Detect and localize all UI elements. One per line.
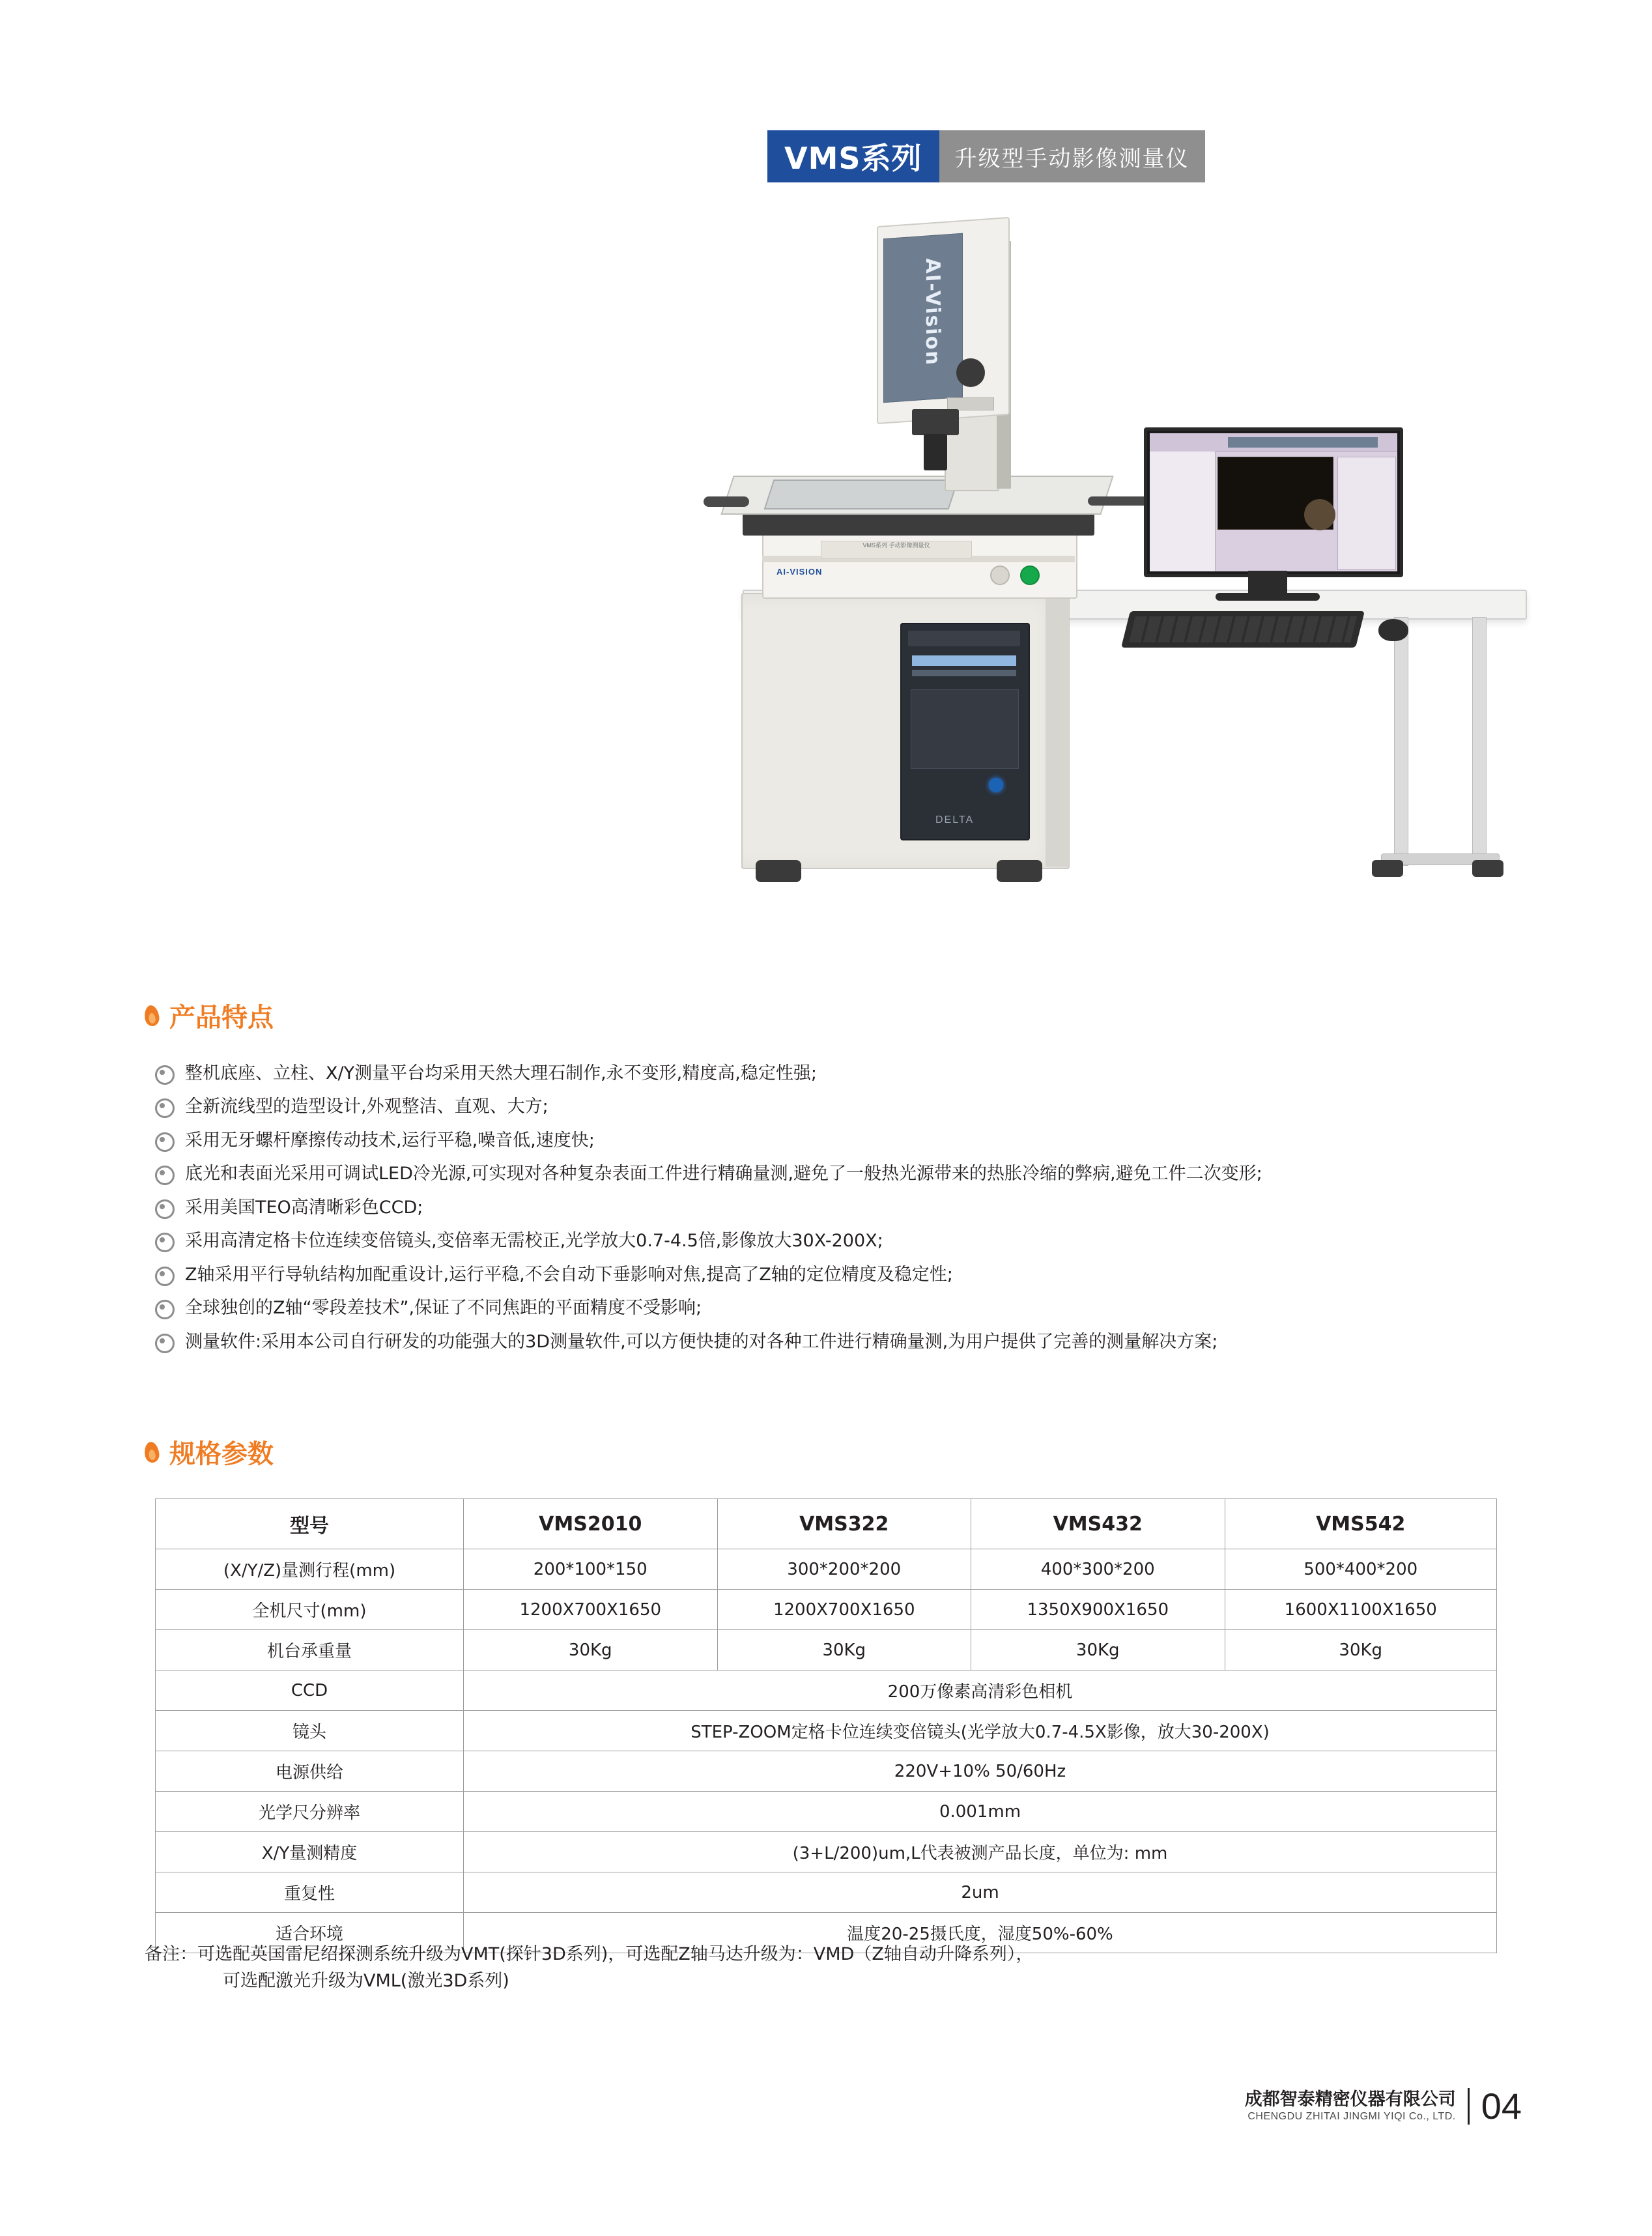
table-header-cell: VMS2010 — [464, 1499, 718, 1549]
table-cell: 30Kg — [717, 1630, 971, 1670]
flame-icon — [143, 1440, 160, 1463]
pc-tower-brand: DELTA — [935, 814, 975, 825]
power-button-icon — [989, 778, 1003, 792]
desk-foot-pad-right — [1472, 860, 1503, 877]
table-cell: 1600X1100X1650 — [1225, 1590, 1497, 1630]
specs-section-header — [145, 1433, 274, 1470]
table-cell: 1200X700X1650 — [717, 1590, 971, 1630]
row-label: 镜头 — [156, 1711, 464, 1751]
machine-cabinet-side — [1046, 593, 1069, 867]
footer-divider — [1468, 2088, 1470, 2125]
header-banner — [767, 130, 1205, 182]
workpiece-hole-1 — [1304, 499, 1335, 530]
cabinet-foot-right — [997, 860, 1042, 882]
table-cell: 温度20-25摄氏度，湿度50%-60% — [464, 1913, 1497, 1953]
table-cell: 400*300*200 — [971, 1549, 1225, 1590]
table-row — [156, 1832, 1497, 1872]
table-header-cell: VMS432 — [971, 1499, 1225, 1549]
stage-rail-left — [704, 496, 749, 507]
row-label: 重复性 — [156, 1872, 464, 1913]
specifications-table — [155, 1498, 1497, 1953]
row-label: (X/Y/Z)量测行程(mm) — [156, 1549, 464, 1590]
page-number: 04 — [1481, 2086, 1522, 2127]
optical-head-face — [883, 233, 963, 403]
company-name-cn: 成都智泰精密仪器有限公司 — [1244, 2089, 1456, 2110]
table-cell: STEP-ZOOM定格卡位连续变倍镜头(光学放大0.7-4.5X影像，放大30-200X) — [464, 1711, 1497, 1751]
feature-text: 测量软件:采用本公司自行研发的功能强大的3D测量软件,可以方便快捷的对各种工件进行精确量测,为用户提供了完善的测量解决方案; — [185, 1331, 1218, 1352]
list-item — [155, 1095, 1536, 1119]
table-cell: 500*400*200 — [1225, 1549, 1497, 1590]
table-cell: 2um — [464, 1872, 1497, 1913]
monitor-base — [1216, 593, 1320, 601]
list-item — [155, 1062, 1536, 1085]
flame-icon — [143, 1004, 160, 1027]
table-cell: 1200X700X1650 — [464, 1590, 718, 1630]
desk-leg-right — [1472, 617, 1487, 866]
table-cell: 300*200*200 — [717, 1549, 971, 1590]
table-cell: (3+L/200)um,L代表被测产品长度，单位为: mm — [464, 1832, 1497, 1872]
row-label: X/Y量测精度 — [156, 1832, 464, 1872]
row-label: 机台承重量 — [156, 1630, 464, 1670]
camera-lens — [924, 434, 947, 470]
list-item — [155, 1129, 1536, 1153]
table-header-cell: VMS322 — [717, 1499, 971, 1549]
table-cell: 1350X900X1650 — [971, 1590, 1225, 1630]
console-label-plate: VMS系列 手动影像测量仪 — [821, 541, 972, 559]
mouse — [1378, 619, 1408, 641]
table-cell: 220V+10% 50/60Hz — [464, 1751, 1497, 1792]
feature-text: Z轴采用平行导轨结构加配重设计,运行平稳,不会自动下垂影响对焦,提高了Z轴的定位精度及稳定性; — [185, 1264, 953, 1285]
monitor-screen-content — [1150, 433, 1397, 571]
software-right-pane — [1337, 457, 1396, 570]
cabinet-foot-left — [756, 860, 801, 882]
table-header-cell: VMS542 — [1225, 1499, 1497, 1549]
features-section-header — [145, 997, 274, 1034]
table-row — [156, 1872, 1497, 1913]
note-line-2: 可选配激光升级为VML(激光3D系列) — [223, 1970, 509, 1991]
table-cell: 30Kg — [464, 1630, 718, 1670]
monitor-stand — [1248, 571, 1287, 595]
table-cell: 200*100*150 — [464, 1549, 718, 1590]
list-item — [155, 1330, 1536, 1354]
list-item — [155, 1196, 1536, 1220]
software-left-pane — [1150, 452, 1216, 571]
table-row — [156, 1630, 1497, 1670]
bullet-icon — [155, 1300, 175, 1319]
feature-text: 采用美国TEO高清晰彩色CCD; — [185, 1197, 423, 1218]
optical-head-arm — [947, 397, 994, 410]
optical-head-brand: AI-Vision — [921, 257, 944, 367]
table-cell: 30Kg — [1225, 1630, 1497, 1670]
table-cell: 0.001mm — [464, 1792, 1497, 1832]
note-line-1: 备注：可选配英国雷尼绍探测系统升级为VMT(探针3D系列)，可选配Z轴马达升级为：VMD（Z轴自动升降系列）， — [145, 1944, 1034, 1964]
table-row — [156, 1590, 1497, 1630]
table-header-cell: 型号 — [156, 1499, 464, 1549]
row-label: 适合环境 — [156, 1913, 464, 1953]
keyboard-keys — [1129, 616, 1357, 642]
feature-text: 全新流线型的造型设计,外观整洁、直观、大方; — [185, 1096, 548, 1117]
desk-foot-pad-left — [1372, 860, 1403, 877]
table-row — [156, 1792, 1497, 1832]
table-row — [156, 1751, 1497, 1792]
row-label: 全机尺寸(mm) — [156, 1590, 464, 1630]
list-item — [155, 1297, 1536, 1320]
bullet-icon — [155, 1233, 175, 1252]
focus-knob — [956, 358, 985, 387]
list-item — [155, 1162, 1536, 1186]
pc-tower-drive-bay-2 — [912, 670, 1016, 676]
table-row — [156, 1549, 1497, 1590]
table-cell: 200万像素高清彩色相机 — [464, 1670, 1497, 1711]
specs-title: 规格参数 — [169, 1439, 274, 1469]
pc-tower-drive-bay — [912, 655, 1016, 666]
software-toolbar — [1228, 437, 1378, 448]
bullet-icon — [155, 1065, 175, 1085]
table-row — [156, 1670, 1497, 1711]
software-camera-view — [1218, 457, 1333, 530]
list-item — [155, 1263, 1536, 1287]
page-footer — [1245, 2085, 1522, 2127]
features-list — [155, 1062, 1536, 1364]
keyboard — [1121, 611, 1365, 648]
table-row — [156, 1711, 1497, 1751]
feature-text: 全球独创的Z轴“零段差技术”,保证了不同焦距的平面精度不受影响; — [185, 1298, 702, 1319]
list-item — [155, 1229, 1536, 1253]
monitor — [1144, 427, 1403, 577]
pc-tower — [900, 623, 1030, 840]
bullet-icon — [155, 1132, 175, 1152]
desk-leg-left — [1394, 617, 1408, 866]
bullet-icon — [155, 1098, 175, 1118]
measuring-stage-glass — [764, 480, 959, 509]
feature-text: 采用无牙螺杆摩擦传动技术,运行平稳,噪音低,速度快; — [185, 1130, 595, 1151]
row-label: CCD — [156, 1670, 464, 1711]
bullet-icon — [155, 1267, 175, 1286]
feature-text: 整机底座、立柱、X/Y测量平台均采用天然大理石制作,永不变形,精度高,稳定性强; — [185, 1063, 817, 1083]
features-title: 产品特点 — [169, 1003, 274, 1033]
row-label: 电源供给 — [156, 1751, 464, 1792]
row-label: 光学尺分辨率 — [156, 1792, 464, 1832]
company-name-en: CHENGDU ZHITAI JINGMI YIQI Co., LTD. — [1247, 2111, 1456, 2123]
console-knob-green — [1020, 566, 1040, 585]
bullet-icon — [155, 1334, 175, 1353]
pc-tower-top-panel — [908, 631, 1020, 646]
console-knob-gray — [990, 566, 1010, 585]
feature-text: 底光和表面光采用可调试LED冷光源,可实现对各种复杂表面工件进行精确量测,避免了一般热光源带来的热胀冷缩的弊病,避免工件二次变形; — [185, 1164, 1262, 1184]
bullet-icon — [155, 1166, 175, 1185]
pc-tower-front-panel — [911, 689, 1019, 769]
table-header-row — [156, 1499, 1497, 1549]
feature-text: 采用高清定格卡位连续变倍镜头,变倍率无需校正,光学放大0.7-4.5倍,影像放大30X-200X; — [185, 1231, 883, 1252]
banner-subtitle: 升级型手动影像测量仪 — [939, 130, 1205, 182]
table-cell: 30Kg — [971, 1630, 1225, 1670]
banner-series-title: VMS系列 — [767, 130, 939, 182]
optical-head-neck — [912, 409, 959, 435]
table-note — [145, 1942, 1513, 1994]
bullet-icon — [155, 1199, 175, 1219]
footer-company — [1245, 2089, 1456, 2124]
console-brand-logo: AI-VISION — [776, 567, 823, 577]
product-photo — [339, 202, 1316, 964]
